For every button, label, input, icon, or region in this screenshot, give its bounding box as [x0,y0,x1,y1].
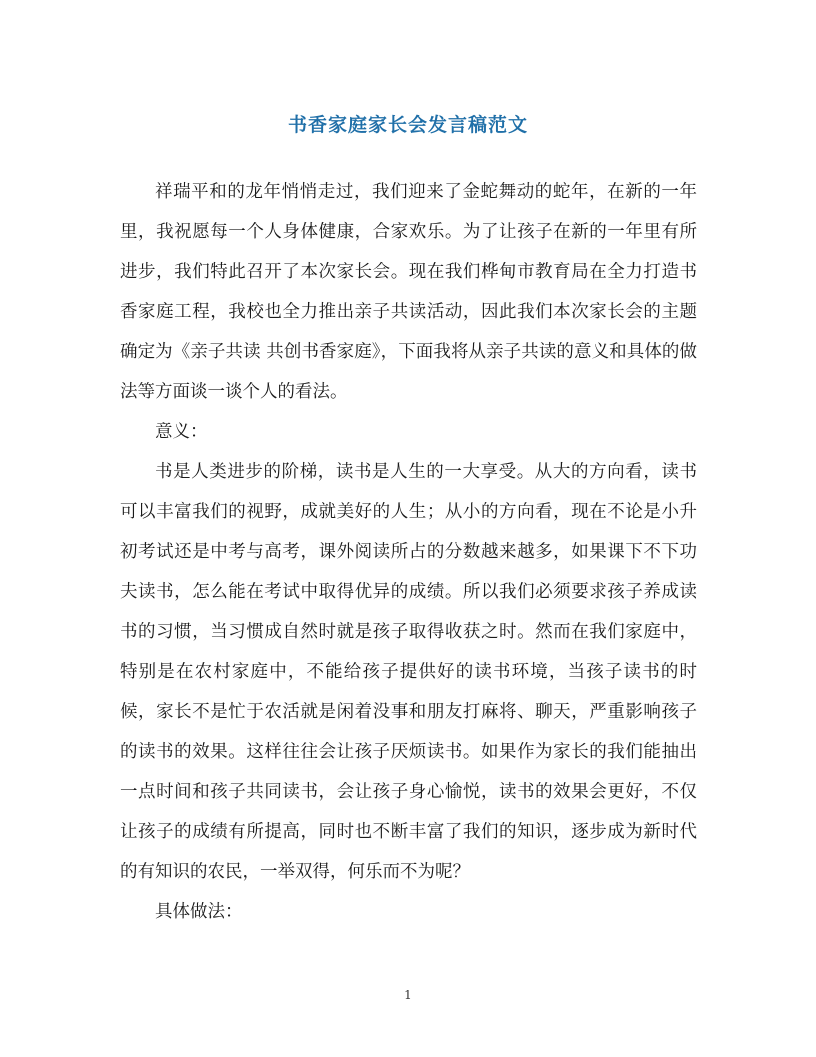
paragraph-meaning: 书是人类进步的阶梯，读书是人生的一大享受。从大的方向看，读书可以丰富我们的视野，成就美好的人生；从小的方向看，现在不论是小升初考试还是中考与高考，课外阅读所占的分数越来越多，如果课下不下功夫读书，怎么能在考试中取得优异的成绩。所以我们必须要求孩子养成读书的习惯，当习惯成自然时就是孩子取得收获之时。然而在我们家庭中，特别是在农村家庭中，不能给孩子提供好的读书环境，当孩子读书的时候，家长不是忙于农活就是闲着没事和朋友打麻将、聊天，严重影响孩子的读书的效果。这样往往会让孩子厌烦读书。如果作为家长的我们能抽出一点时间和孩子共同读书，会让孩子身心愉悦，读书的效果会更好，不仅让孩子的成绩有所提高，同时也不断丰富了我们的知识，逐步成为新时代的有知识的农民，一举双得，何乐而不为呢？ [120,462,697,882]
paragraph-heading-meaning: 意义： [155,422,208,442]
page-number: 1 [404,988,412,1002]
paragraph-heading-method: 具体做法： [155,902,243,922]
document-title: 书香家庭家长会发言稿范文 [287,114,528,136]
paragraph-intro: 祥瑞平和的龙年悄悄走过，我们迎来了金蛇舞动的蛇年，在新的一年里，我祝愿每一个人身体健康，合家欢乐。为了让孩子在新的一年里有所进步，我们特此召开了本次家长会。现在我们桦甸市教育局在全力打造书香家庭工程，我校也全力推出亲子共读活动，因此我们本次家长会的主题确定为《亲子共读 共创书香家庭》，下面我将从亲子共读的意义和具体的做法等方面谈一谈个人的看法。 [120,182,697,402]
document-body [120,172,697,932]
